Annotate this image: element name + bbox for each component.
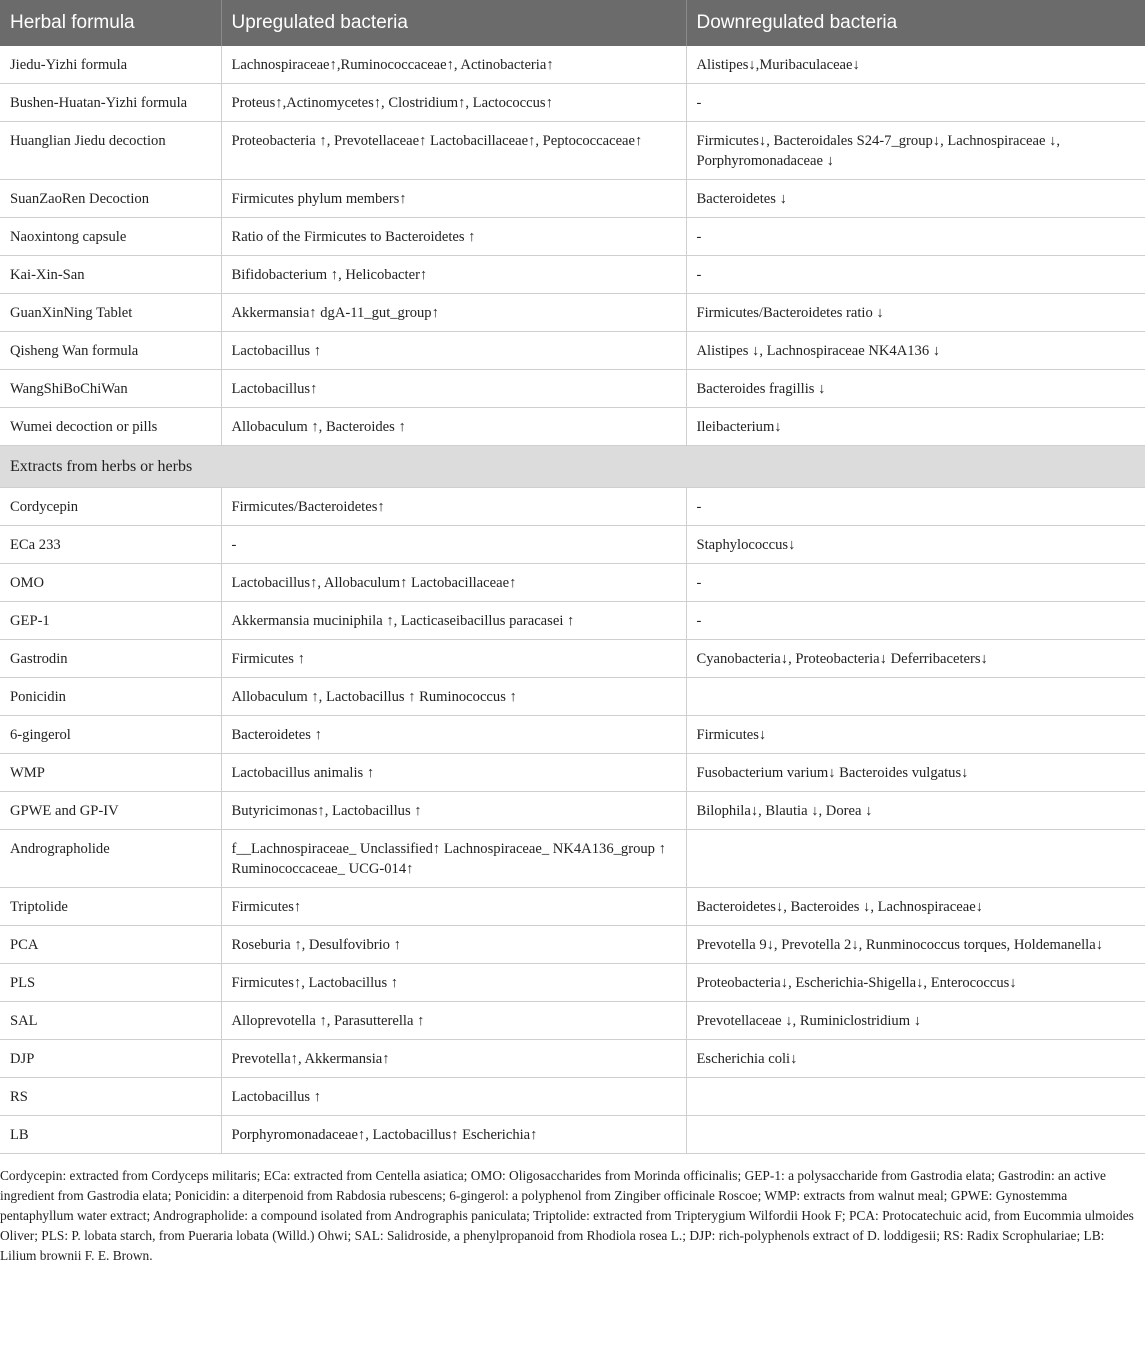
cell-upregulated: Firmicutes↑	[221, 888, 686, 926]
cell-herb-name: Huanglian Jiedu decoction	[0, 122, 221, 180]
cell-herb-name: Kai-Xin-San	[0, 256, 221, 294]
cell-herb-name: Bushen-Huatan-Yizhi formula	[0, 84, 221, 122]
cell-upregulated: Lactobacillus animalis ↑	[221, 754, 686, 792]
table-footnote: Cordycepin: extracted from Cordyceps militaris; ECa: extracted from Centella asiatica; OMO: Oligosaccharides from Morinda officinalis; GEP-1: a polysaccharide from Gastrodia elata; Gastrodin: an active ingredient from Gastrodia elata; Ponicidin: a diterpenoid from Rabdosia rubescens; 6-gingerol: a polyphenol from Zingiber officinale Roscoe; WMP: extracts from walnut meal; GPWE: Gynostemma pentaphyllum water extract; Andrographolide: a compound isolated from Andrographis paniculata; Triptolide: extracted from Tripterygium Wilfordii Hook F; PCA: Protocatechuic acid, from Eucommia ulmoides Oliver; PLS: P. lobata starch, from Pueraria lobata (Willd.) Ohwi; SAL: Salidroside, a phenylpropanoid from Rhodiola rosea L.; DJP: rich-polyphenols extract of D. loddigesii; RS: Radix Scrophulariae; LB: Lilium brownii F. E. Brown.	[0, 1168, 1134, 1263]
cell-downregulated: -	[686, 218, 1145, 256]
cell-downregulated: Cyanobacteria↓, Proteobacteria↓ Deferribaceters↓	[686, 640, 1145, 678]
table-row	[0, 332, 1145, 370]
cell-herb-name: Triptolide	[0, 888, 221, 926]
table-row	[0, 602, 1145, 640]
cell-upregulated: Bacteroidetes ↑	[221, 716, 686, 754]
cell-downregulated	[686, 678, 1145, 716]
cell-herb-name: SAL	[0, 1002, 221, 1040]
table-row	[0, 46, 1145, 84]
cell-upregulated: Akkermansia↑ dgA-11_gut_group↑	[221, 294, 686, 332]
cell-upregulated: Butyricimonas↑, Lactobacillus ↑	[221, 792, 686, 830]
cell-herb-name: PLS	[0, 964, 221, 1002]
section-label: Extracts from herbs or herbs	[0, 446, 1145, 488]
header-herbal-formula: Herbal formula	[0, 0, 221, 46]
table-row	[0, 888, 1145, 926]
table-row	[0, 564, 1145, 602]
cell-upregulated: Allobaculum ↑, Lactobacillus ↑ Ruminococcus ↑	[221, 678, 686, 716]
cell-herb-name: WangShiBoChiWan	[0, 370, 221, 408]
cell-herb-name: Wumei decoction or pills	[0, 408, 221, 446]
cell-downregulated: Fusobacterium varium↓ Bacteroides vulgatus↓	[686, 754, 1145, 792]
cell-herb-name: Qisheng Wan formula	[0, 332, 221, 370]
table-row	[0, 408, 1145, 446]
cell-upregulated: Firmicutes↑, Lactobacillus ↑	[221, 964, 686, 1002]
table-row	[0, 526, 1145, 564]
extract-rows	[0, 488, 1145, 1154]
table-row	[0, 218, 1145, 256]
cell-upregulated: Lactobacillus↑	[221, 370, 686, 408]
cell-downregulated: Alistipes ↓, Lachnospiraceae NK4A136 ↓	[686, 332, 1145, 370]
table-row	[0, 754, 1145, 792]
cell-downregulated	[686, 1078, 1145, 1116]
cell-downregulated: Bacteroides fragillis ↓	[686, 370, 1145, 408]
cell-downregulated: Proteobacteria↓, Escherichia-Shigella↓, Enterococcus↓	[686, 964, 1145, 1002]
cell-upregulated: Firmicutes phylum members↑	[221, 180, 686, 218]
cell-downregulated: Alistipes↓,Muribaculaceae↓	[686, 46, 1145, 84]
table-header-row	[0, 0, 1145, 46]
cell-upregulated: Allobaculum ↑, Bacteroides ↑	[221, 408, 686, 446]
cell-upregulated: Proteobacteria ↑, Prevotellaceae↑ Lactobacillaceae↑, Peptococcaceae↑	[221, 122, 686, 180]
cell-herb-name: Cordycepin	[0, 488, 221, 526]
cell-downregulated: -	[686, 256, 1145, 294]
table-row	[0, 294, 1145, 332]
cell-upregulated: Lactobacillus↑, Allobaculum↑ Lactobacillaceae↑	[221, 564, 686, 602]
cell-downregulated: Escherichia coli↓	[686, 1040, 1145, 1078]
cell-herb-name: Naoxintong capsule	[0, 218, 221, 256]
cell-upregulated: Firmicutes ↑	[221, 640, 686, 678]
table-row	[0, 640, 1145, 678]
cell-herb-name: ECa 233	[0, 526, 221, 564]
cell-downregulated: Bacteroidetes ↓	[686, 180, 1145, 218]
table-row	[0, 1002, 1145, 1040]
cell-upregulated: -	[221, 526, 686, 564]
cell-herb-name: WMP	[0, 754, 221, 792]
cell-downregulated	[686, 1116, 1145, 1154]
table-row	[0, 256, 1145, 294]
cell-upregulated: Prevotella↑, Akkermansia↑	[221, 1040, 686, 1078]
cell-downregulated: Staphylococcus↓	[686, 526, 1145, 564]
table-row	[0, 370, 1145, 408]
cell-downregulated: Firmicutes↓	[686, 716, 1145, 754]
cell-upregulated: Porphyromonadaceae↑, Lactobacillus↑ Escherichia↑	[221, 1116, 686, 1154]
section-row	[0, 446, 1145, 488]
table-row	[0, 180, 1145, 218]
cell-upregulated: f__Lachnospiraceae_ Unclassified↑ Lachnospiraceae_ NK4A136_group ↑ Ruminococcaceae_ UCG-014↑	[221, 830, 686, 888]
cell-upregulated: Alloprevotella ↑, Parasutterella ↑	[221, 1002, 686, 1040]
cell-herb-name: PCA	[0, 926, 221, 964]
cell-herb-name: LB	[0, 1116, 221, 1154]
table-row	[0, 1078, 1145, 1116]
cell-downregulated: Prevotella 9↓, Prevotella 2↓, Runminococcus torques, Holdemanella↓	[686, 926, 1145, 964]
cell-downregulated	[686, 830, 1145, 888]
table-row	[0, 1116, 1145, 1154]
table-row	[0, 964, 1145, 1002]
cell-downregulated: Bilophila↓, Blautia ↓, Dorea ↓	[686, 792, 1145, 830]
cell-upregulated: Firmicutes/Bacteroidetes↑	[221, 488, 686, 526]
cell-downregulated: Firmicutes↓, Bacteroidales S24-7_group↓, Lachnospiraceae ↓, Porphyromonadaceae ↓	[686, 122, 1145, 180]
cell-upregulated: Lactobacillus ↑	[221, 332, 686, 370]
table-row	[0, 926, 1145, 964]
header-upregulated: Upregulated bacteria	[221, 0, 686, 46]
cell-downregulated: Ileibacterium↓	[686, 408, 1145, 446]
cell-herb-name: Andrographolide	[0, 830, 221, 888]
table-row	[0, 792, 1145, 830]
cell-upregulated: Akkermansia muciniphila ↑, Lacticaseibacillus paracasei ↑	[221, 602, 686, 640]
cell-herb-name: GEP-1	[0, 602, 221, 640]
cell-herb-name: Jiedu-Yizhi formula	[0, 46, 221, 84]
table-row	[0, 1040, 1145, 1078]
cell-herb-name: OMO	[0, 564, 221, 602]
cell-herb-name: DJP	[0, 1040, 221, 1078]
table-row	[0, 678, 1145, 716]
cell-downregulated: -	[686, 564, 1145, 602]
cell-upregulated: Lachnospiraceae↑,Ruminococcaceae↑, Actinobacteria↑	[221, 46, 686, 84]
table-row	[0, 84, 1145, 122]
table-row	[0, 122, 1145, 180]
table-row	[0, 488, 1145, 526]
cell-upregulated: Ratio of the Firmicutes to Bacteroidetes ↑	[221, 218, 686, 256]
cell-herb-name: 6-gingerol	[0, 716, 221, 754]
table-row	[0, 830, 1145, 888]
cell-downregulated: -	[686, 488, 1145, 526]
cell-downregulated: Prevotellaceae ↓, Ruminiclostridium ↓	[686, 1002, 1145, 1040]
table-row	[0, 716, 1145, 754]
cell-herb-name: GPWE and GP-IV	[0, 792, 221, 830]
cell-downregulated: -	[686, 602, 1145, 640]
formula-rows	[0, 46, 1145, 446]
cell-downregulated: Bacteroidetes↓, Bacteroides ↓, Lachnospiraceae↓	[686, 888, 1145, 926]
header-downregulated: Downregulated bacteria	[686, 0, 1145, 46]
cell-downregulated: -	[686, 84, 1145, 122]
cell-upregulated: Bifidobacterium ↑, Helicobacter↑	[221, 256, 686, 294]
cell-upregulated: Roseburia ↑, Desulfovibrio ↑	[221, 926, 686, 964]
cell-herb-name: Ponicidin	[0, 678, 221, 716]
cell-upregulated: Lactobacillus ↑	[221, 1078, 686, 1116]
cell-herb-name: GuanXinNing Tablet	[0, 294, 221, 332]
cell-herb-name: RS	[0, 1078, 221, 1116]
cell-herb-name: Gastrodin	[0, 640, 221, 678]
cell-downregulated: Firmicutes/Bacteroidetes ratio ↓	[686, 294, 1145, 332]
cell-upregulated: Proteus↑,Actinomycetes↑, Clostridium↑, Lactococcus↑	[221, 84, 686, 122]
cell-herb-name: SuanZaoRen Decoction	[0, 180, 221, 218]
